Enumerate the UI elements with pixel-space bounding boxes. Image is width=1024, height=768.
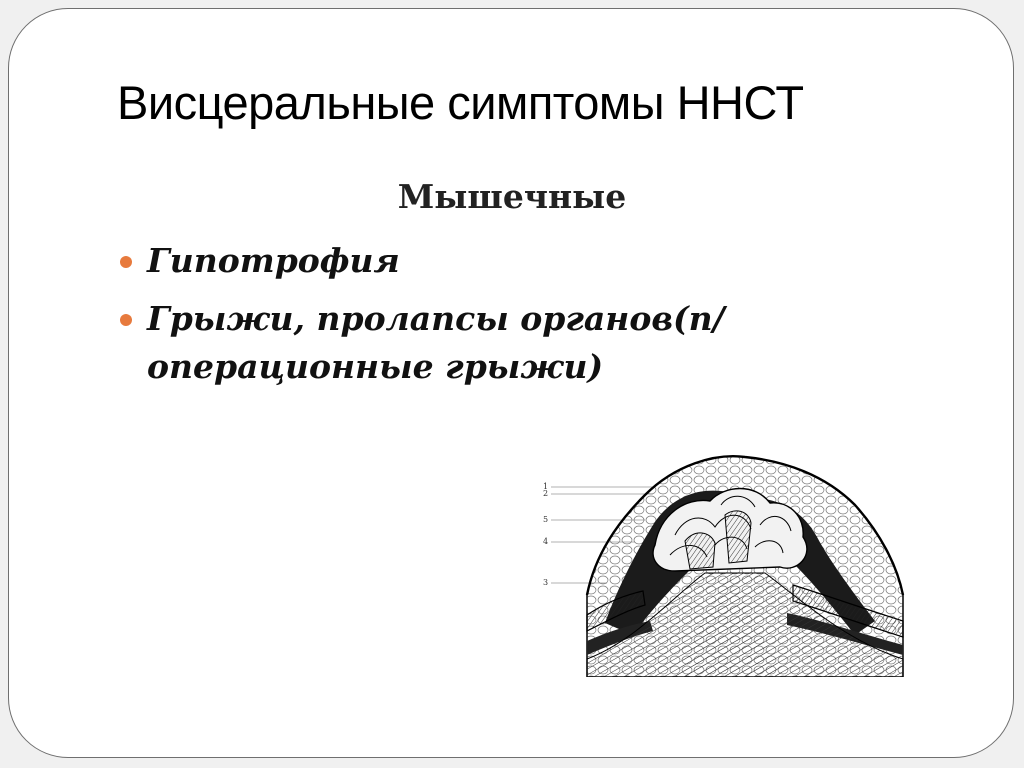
label-3: 3 [543, 578, 549, 587]
label-1: 1 [543, 482, 549, 491]
bullet-list [117, 237, 907, 401]
bullet-item-hernias [117, 295, 907, 391]
bullet-item-hypotrophy [117, 237, 907, 285]
label-numbers [543, 482, 548, 587]
label-5: 5 [543, 515, 549, 524]
slide-subtitle: Мышечные [397, 177, 627, 216]
bullet-dot-icon [120, 256, 132, 268]
slide-title: Висцеральные симптомы ННСТ [117, 76, 804, 129]
label-2: 2 [543, 489, 549, 498]
hernia-anatomy-illustration [525, 445, 905, 677]
bullet-text: Грыжи, пролапсы органов(п/операционные грыжи) [147, 299, 725, 386]
label-4: 4 [543, 537, 549, 546]
slide [8, 8, 1014, 758]
bullet-text: Гипотрофия [147, 241, 400, 280]
bullet-dot-icon [120, 314, 132, 326]
